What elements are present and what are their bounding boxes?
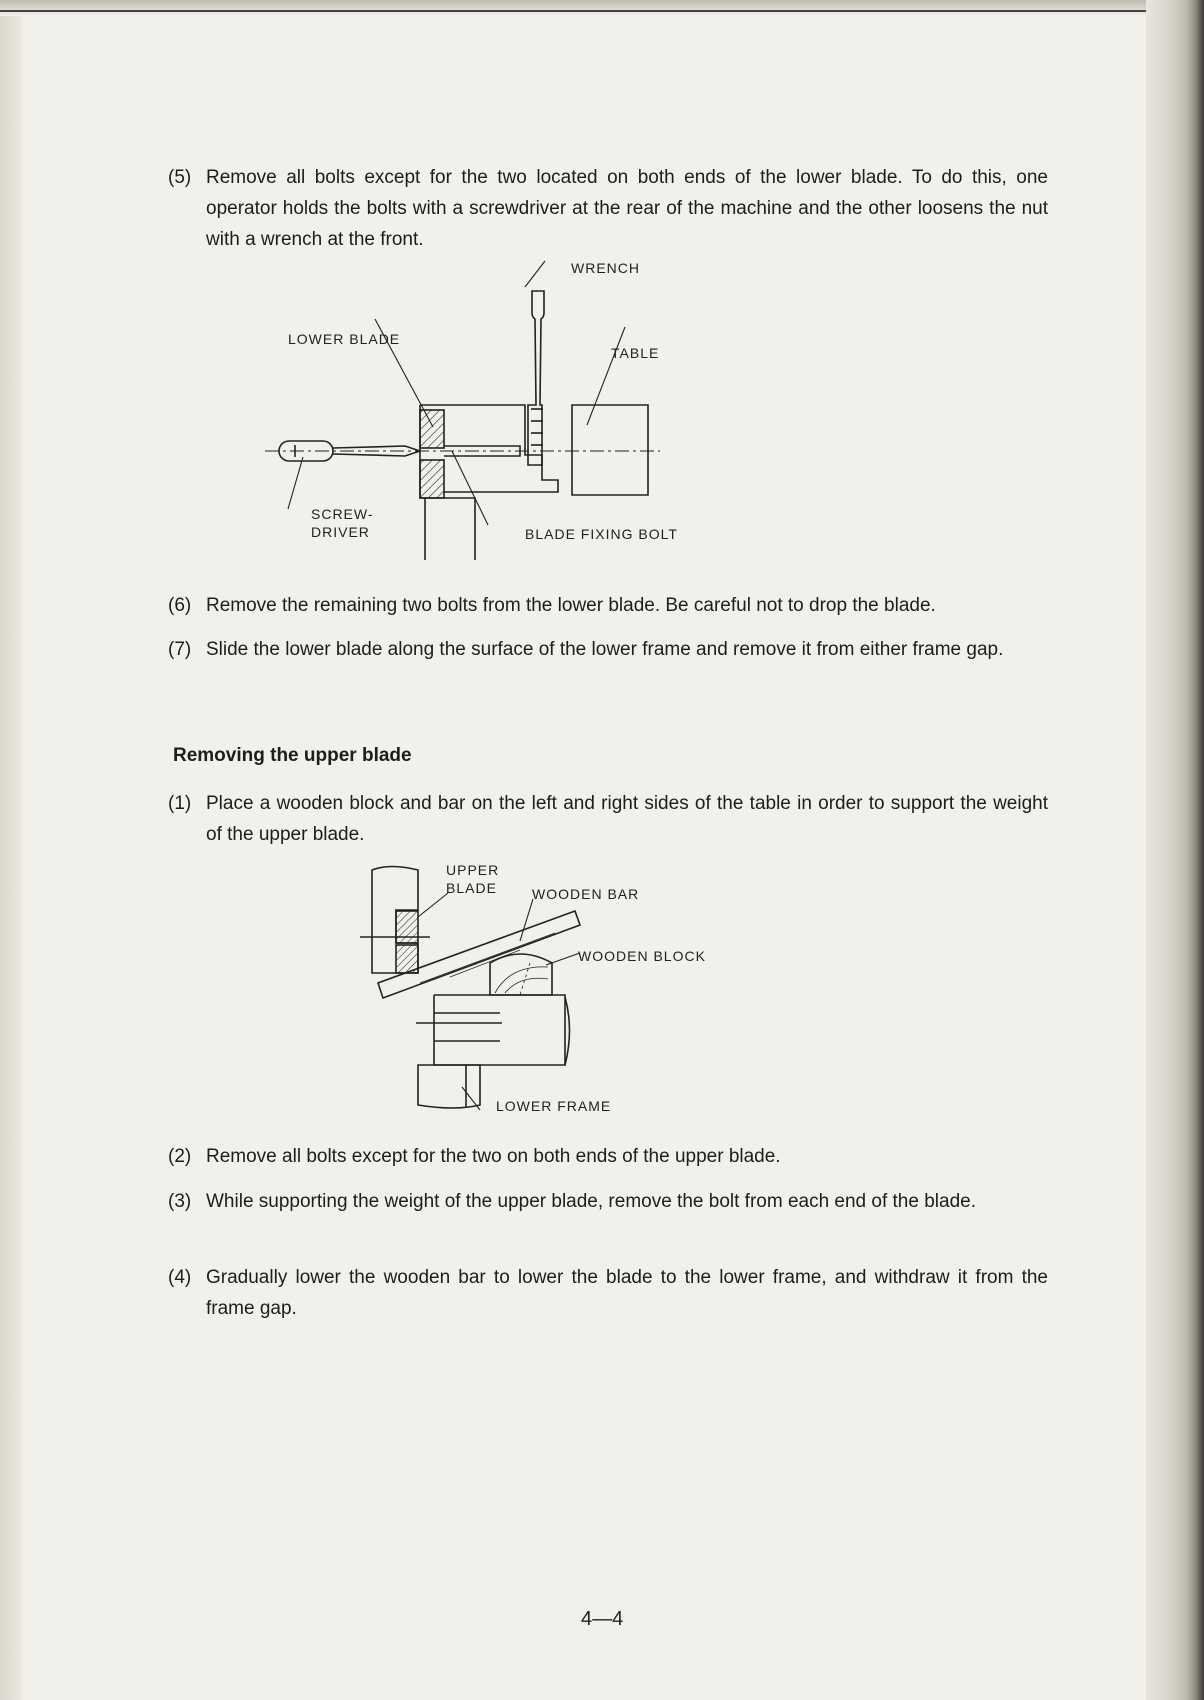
page-number: 4—4 xyxy=(581,1608,624,1630)
lower-blade-upper-hatch xyxy=(420,410,444,448)
step-number: (4) xyxy=(168,1267,192,1288)
step-5 xyxy=(168,162,1048,255)
section-heading: Removing the upper blade xyxy=(173,745,412,766)
label-lower-frame: LOWER FRAME xyxy=(496,1098,612,1114)
step-text: Place a wooden block and bar on the left and right sides of the table in order to support the weight of the upper blade. xyxy=(206,793,1048,845)
label-blade-fixing-bolt: BLADE FIXING BOLT xyxy=(525,526,678,542)
wooden-block xyxy=(490,954,552,995)
table-lower xyxy=(434,995,565,1065)
upper-step-2 xyxy=(168,1141,1048,1172)
upper-step-4 xyxy=(168,1262,1048,1324)
step-6 xyxy=(168,590,1048,621)
step-7 xyxy=(168,634,1048,665)
label-upper-blade-2: BLADE xyxy=(446,880,497,896)
label-wooden-block: WOODEN BLOCK xyxy=(578,948,706,964)
upper-blade-hatch xyxy=(396,911,418,943)
step-number: (3) xyxy=(168,1191,192,1212)
wrench-shape xyxy=(528,291,544,465)
label-screwdriver-1: SCREW- xyxy=(311,506,374,522)
lower-frame-right xyxy=(420,498,475,560)
frame-block xyxy=(444,405,558,492)
lower-blade-removal-figure xyxy=(255,255,705,565)
step-number: (6) xyxy=(168,595,192,616)
label-lower-blade: LOWER BLADE xyxy=(288,331,401,347)
label-upper-blade-1: UPPER xyxy=(446,862,500,878)
upper-step-1 xyxy=(168,788,1048,850)
step-text: Remove the remaining two bolts from the lower blade. Be careful not to drop the blade. xyxy=(206,595,936,616)
page-left-edge xyxy=(0,0,22,1700)
page-top-edge xyxy=(0,0,1204,16)
upper-step-3 xyxy=(168,1186,1048,1217)
upper-blade-removal-figure xyxy=(360,855,720,1125)
label-wooden-bar: WOODEN BAR xyxy=(532,886,640,902)
label-wrench: WRENCH xyxy=(571,260,640,276)
step-text: Gradually lower the wooden bar to lower the blade to the lower frame, and withdraw it from the frame gap. xyxy=(206,1267,1048,1319)
page-binding-edge xyxy=(1146,0,1204,1700)
lower-blade-lower-hatch xyxy=(420,460,444,498)
step-text: Remove all bolts except for the two on both ends of the upper blade. xyxy=(206,1146,781,1167)
step-number: (7) xyxy=(168,639,192,660)
step-number: (2) xyxy=(168,1146,192,1167)
step-text: Slide the lower blade along the surface of the lower frame and remove it from either frame gap. xyxy=(206,639,1004,660)
step-text: While supporting the weight of the upper blade, remove the bolt from each end of the blade. xyxy=(206,1191,976,1212)
step-number: (5) xyxy=(168,167,192,188)
lower-frame-shape xyxy=(418,1065,480,1108)
step-text: Remove all bolts except for the two located on both ends of the lower blade. To do this, one operator holds the bolts with a screwdriver at the rear of the machine and the other loosens the nut with a wrench at the front. xyxy=(206,167,1048,250)
top-edge-line xyxy=(0,10,1160,12)
step-number: (1) xyxy=(168,793,192,814)
label-table: TABLE xyxy=(611,345,660,361)
label-screwdriver-2: DRIVER xyxy=(311,524,370,540)
table-shape xyxy=(572,405,648,495)
